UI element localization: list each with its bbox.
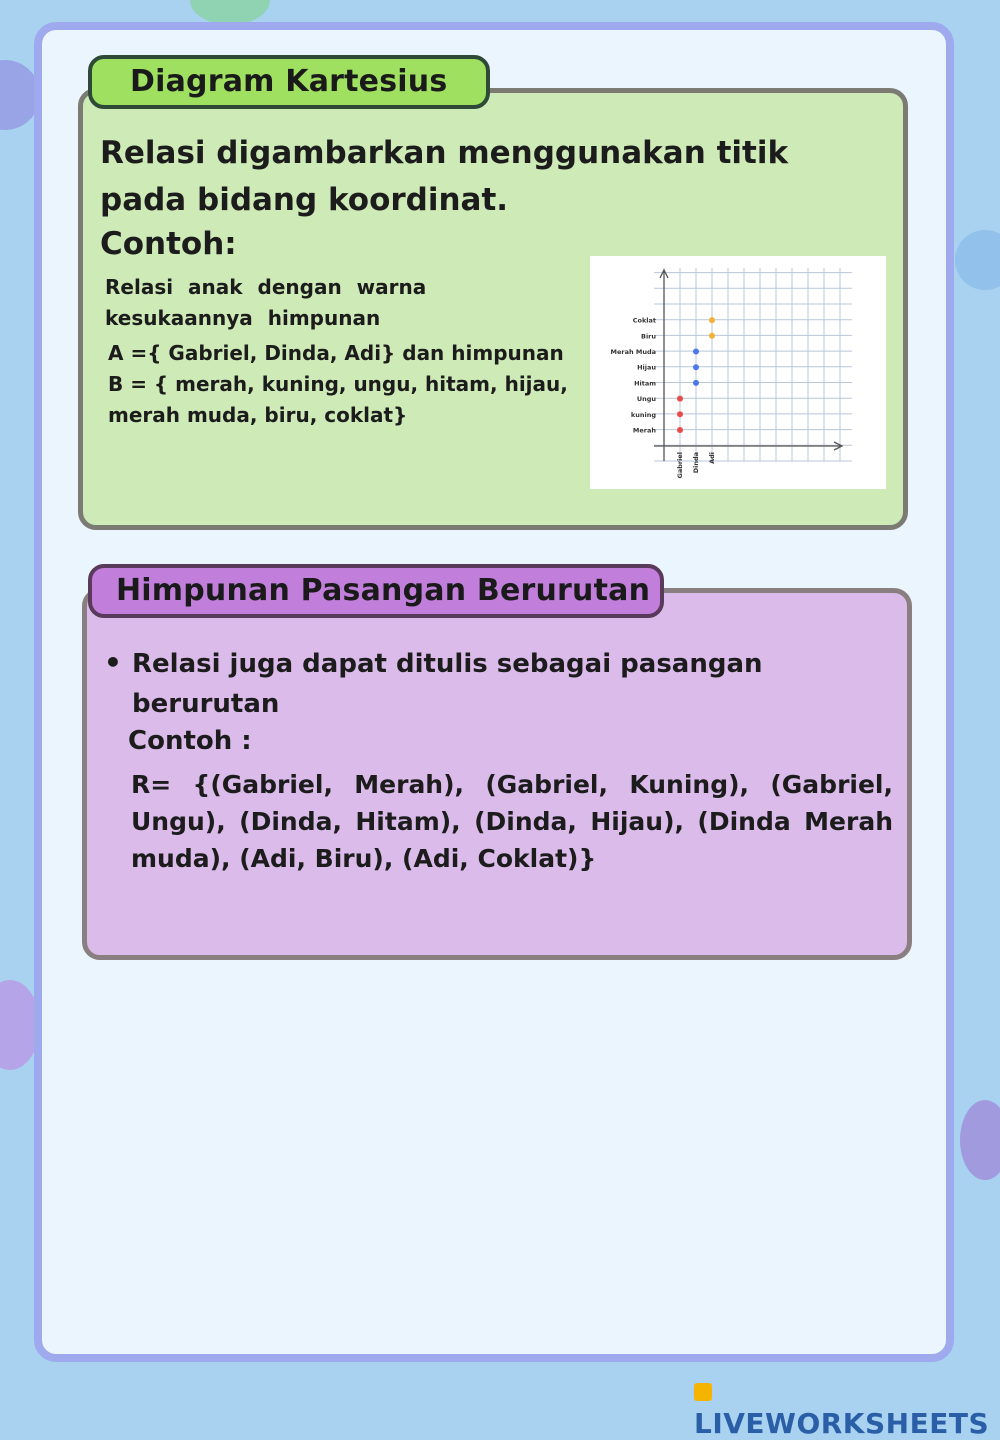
y-tick-label: Biru [640,332,656,341]
chart-axes [654,270,842,461]
data-point [677,396,683,402]
relation-description: Relasi anak dengan warna kesukaannya himpunan [105,275,427,330]
cartesian-heading: Relasi digambarkan menggunakan titik pada bidang koordinat. [100,135,789,218]
cartesian-chart-svg [590,256,886,489]
data-point [709,317,715,323]
data-point [677,427,683,433]
bullet-point: • [104,646,122,679]
y-tick-label: Ungu [636,395,656,404]
y-tick-label: Hijau [637,363,656,372]
y-tick-label: kuning [630,410,656,419]
ordered-pairs-section-title: Himpunan Pasangan Berurutan [88,564,664,618]
x-tick-label: Adi [708,452,716,464]
set-b-text: B = { merah, kuning, ungu, hitam, hijau, merah muda, biru, coklat} [108,372,568,427]
y-tick-label: Merah Muda [610,348,656,356]
set-definitions [108,338,588,431]
cartesian-chart [590,256,886,489]
background-doodle [955,230,1000,290]
data-point [693,364,699,370]
chart-grid [654,268,852,461]
data-point [693,380,699,386]
example-label-2: Contoh : [128,726,252,756]
ordered-pairs-bullet-text: Relasi juga dapat ditulis sebagai pasangan berurutan [132,649,763,719]
background-doodle [960,1100,1000,1180]
y-tick-label: Merah [632,426,656,435]
data-point [677,411,683,417]
liveworksheets-icon [694,1383,712,1401]
data-point [693,349,699,355]
liveworksheets-logo [694,1374,1000,1440]
relation-set-text: R= {(Gabriel, Merah), (Gabriel, Kuning), (Gabriel, Ungu), (Dinda, Hitam), (Dinda, Hijau), (Dinda Merah muda), (Adi, Biru), (Adi, Coklat)} [131,770,893,873]
x-tick-labels [676,452,716,478]
x-tick-label: Dinda [692,452,700,474]
y-tick-label: Coklat [632,316,656,325]
x-tick-label: Gabriel [676,452,684,479]
data-point [709,333,715,339]
example-label: Contoh: [100,226,237,262]
y-tick-labels [611,317,657,435]
y-tick-label: Hitam [634,379,656,388]
set-a-text: A ={ Gabriel, Dinda, Adi} dan himpunan [108,341,564,365]
watermark-text: LIVEWORKSHEETS [694,1407,990,1440]
cartesian-section-title: Diagram Kartesius [88,55,490,109]
